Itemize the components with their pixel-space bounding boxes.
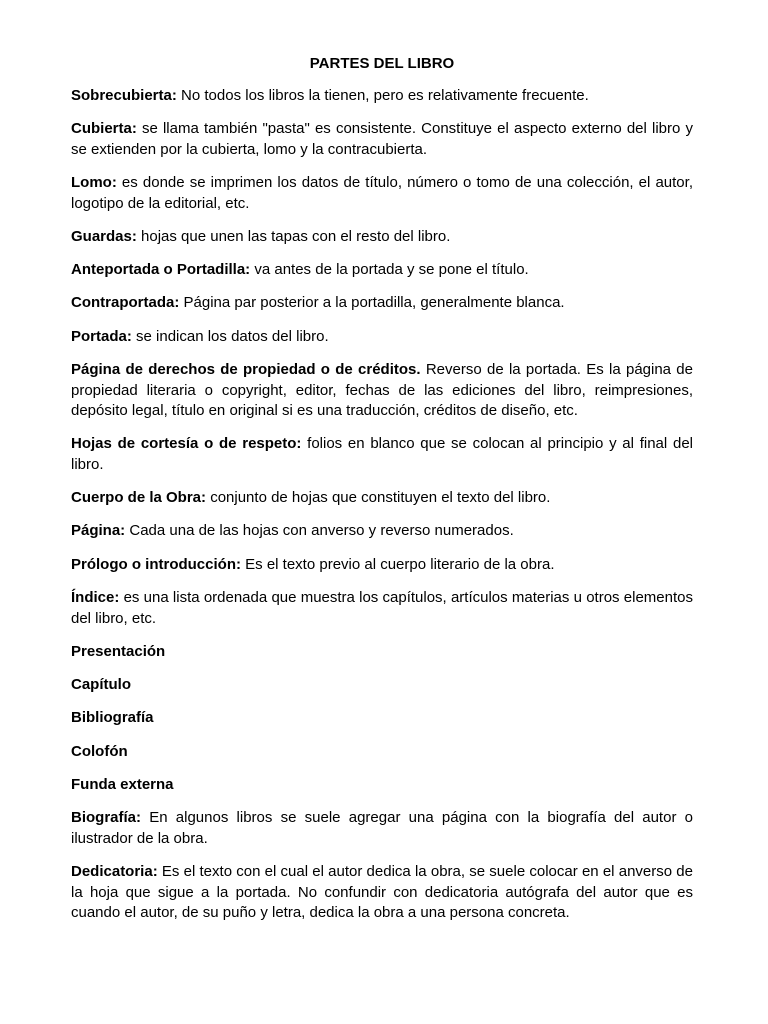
entry-sobrecubierta xyxy=(71,86,693,107)
entry-term: Guardas: xyxy=(71,227,137,245)
entry-term: Página de derechos de propiedad o de créditos. xyxy=(71,361,421,379)
entry-text: folios en blanco que se colocan al principio y al final del libro. xyxy=(71,435,693,473)
entry-pagina-derechos xyxy=(71,360,693,422)
entry-text: es una lista ordenada que muestra los capítulos, artículos materias u otros elementos del libro, etc. xyxy=(71,589,693,627)
entry-portada xyxy=(71,327,693,348)
entry-term: Lomo: xyxy=(71,174,117,192)
entry-prologo xyxy=(71,555,693,576)
entry-biografia xyxy=(71,808,693,849)
entry-term: Colofón xyxy=(71,742,128,760)
entry-text: Es el texto con el cual el autor dedica la obra, se suele colocar en el anverso de la hoja que sigue a la portada. No confundir con dedicatoria autógrafa del autor que es cuando el autor, de su puño y letra, dedica la obra a una persona concreta. xyxy=(71,863,693,922)
entry-pagina xyxy=(71,521,693,542)
entry-dedicatoria xyxy=(71,862,693,924)
entry-term: Anteportada o Portadilla: xyxy=(71,261,251,279)
entry-lomo xyxy=(71,173,693,214)
entry-term: Contraportada: xyxy=(71,294,180,312)
entry-term: Funda externa xyxy=(71,776,174,794)
entry-term: Bibliografía xyxy=(71,709,154,727)
entry-text: conjunto de hojas que constituyen el texto del libro. xyxy=(206,489,551,507)
entry-presentacion xyxy=(71,642,693,663)
entry-text: En algunos libros se suele agregar una página con la biografía del autor o ilustrador de la obra. xyxy=(71,809,693,847)
entry-cubierta xyxy=(71,119,693,160)
entry-colofon xyxy=(71,742,693,763)
entry-term: Cuerpo de la Obra: xyxy=(71,489,207,507)
entry-guardas xyxy=(71,227,693,248)
entry-term: Dedicatoria: xyxy=(71,863,158,881)
entry-text: es donde se imprimen los datos de título, número o tomo de una colección, el autor, logotipo de la editorial, etc. xyxy=(71,174,693,212)
entry-term: Hojas de cortesía o de respeto: xyxy=(71,435,302,453)
entry-anteportada xyxy=(71,260,693,281)
entry-term: Prólogo o introducción: xyxy=(71,555,241,573)
entry-term: Sobrecubierta: xyxy=(71,87,177,104)
entry-bibliografia xyxy=(71,708,693,729)
entry-funda-externa xyxy=(71,775,693,796)
entry-term: Índice: xyxy=(71,589,120,607)
entry-text: hojas que unen las tapas con el resto del libro. xyxy=(136,227,451,245)
entry-hojas-cortesia xyxy=(71,434,693,475)
entry-term: Cubierta: xyxy=(71,120,137,138)
entry-text: se llama también "pasta" es consistente. Constituye el aspecto externo del libro y se extienden por la cubierta, lomo y la contracubierta. xyxy=(71,120,693,158)
entry-text: va antes de la portada y se pone el título. xyxy=(250,261,529,279)
entry-text: Es el texto previo al cuerpo literario de la obra. xyxy=(240,555,555,573)
entry-cuerpo-obra xyxy=(71,488,693,509)
entry-indice xyxy=(71,588,693,629)
entry-contraportada xyxy=(71,293,693,314)
entry-text: Reverso de la portada. Es la página de propiedad literaria o copyright, editor, fechas de las ediciones del libro, reimpresiones, depósito legal, título en original si es una traducción, créditos de diseño, etc. xyxy=(71,361,693,420)
document-page xyxy=(71,54,693,936)
entry-text: Cada una de las hojas con anverso y reverso numerados. xyxy=(125,522,514,540)
entry-capitulo xyxy=(71,675,693,696)
entry-text: No todos los libros la tienen, pero es relativamente frecuente. xyxy=(176,87,589,104)
entry-text: Página par posterior a la portadilla, generalmente blanca. xyxy=(179,294,565,312)
page-title: PARTES DEL LIBRO xyxy=(309,55,455,72)
entry-term: Biografía: xyxy=(71,809,142,827)
entry-term: Capítulo xyxy=(71,676,131,694)
entry-term: Portada: xyxy=(71,327,132,345)
entry-text: se indican los datos del libro. xyxy=(131,327,329,345)
entry-term: Presentación xyxy=(71,642,166,660)
entry-term: Página: xyxy=(71,522,126,540)
